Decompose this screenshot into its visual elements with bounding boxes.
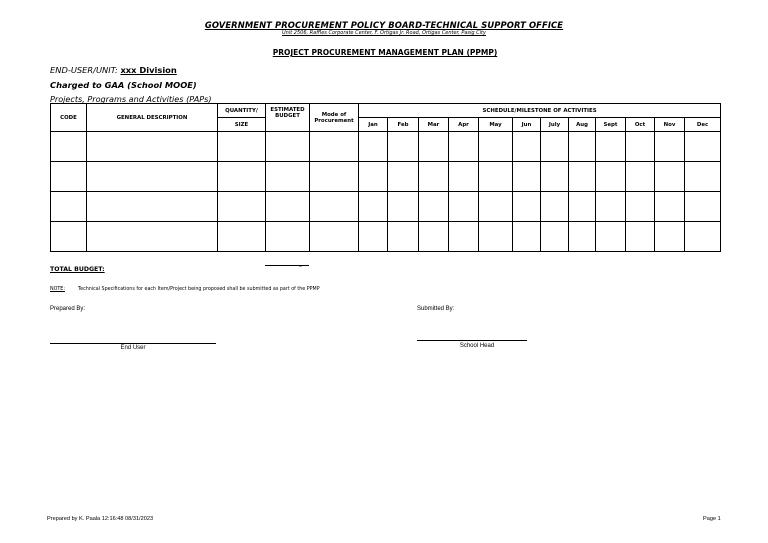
table-cell[interactable] bbox=[596, 132, 626, 162]
table-cell[interactable] bbox=[359, 222, 388, 252]
month-oct: Oct bbox=[626, 118, 655, 132]
table-cell[interactable] bbox=[541, 222, 569, 252]
code-header: CODE bbox=[51, 104, 87, 132]
table-cell[interactable] bbox=[685, 132, 721, 162]
table-cell[interactable] bbox=[541, 132, 569, 162]
table-cell[interactable] bbox=[449, 192, 479, 222]
charged-to: Charged to GAA (School MOOE) bbox=[50, 80, 197, 90]
table-cell[interactable] bbox=[655, 222, 685, 252]
table-cell[interactable] bbox=[449, 162, 479, 192]
table-cell[interactable] bbox=[626, 162, 655, 192]
ppmp-title: PROJECT PROCUREMENT MANAGEMENT PLAN (PPMP) bbox=[272, 48, 498, 57]
table-cell[interactable] bbox=[513, 222, 541, 252]
table-cell[interactable] bbox=[626, 192, 655, 222]
table-cell[interactable] bbox=[266, 162, 310, 192]
table-cell[interactable] bbox=[449, 222, 479, 252]
estimated-budget-header bbox=[266, 104, 310, 132]
mode-of-procurement-header bbox=[310, 104, 359, 132]
end-user-unit bbox=[50, 65, 177, 75]
table-cell[interactable] bbox=[479, 222, 513, 252]
table-cell[interactable] bbox=[51, 222, 87, 252]
table-cell[interactable] bbox=[655, 132, 685, 162]
table-cell[interactable] bbox=[596, 192, 626, 222]
table-cell[interactable] bbox=[419, 222, 449, 252]
quantity-header: QUANTITY/ bbox=[218, 104, 266, 118]
table-cell[interactable] bbox=[685, 222, 721, 252]
table-cell[interactable] bbox=[513, 162, 541, 192]
page-number: Page 1 bbox=[703, 516, 721, 522]
submitted-by-label: Submitted By: bbox=[417, 306, 455, 312]
table-row bbox=[51, 222, 721, 252]
table-cell[interactable] bbox=[419, 132, 449, 162]
table-cell[interactable] bbox=[359, 132, 388, 162]
end-user-label: END-USER/UNIT: bbox=[50, 65, 121, 75]
month-apr: Apr bbox=[449, 118, 479, 132]
table-cell[interactable] bbox=[569, 162, 596, 192]
total-budget-underline bbox=[265, 265, 309, 266]
table-cell[interactable] bbox=[541, 162, 569, 192]
prepared-by-label: Prepared By: bbox=[50, 306, 86, 312]
schedule-header: SCHEDULE/MILESTONE OF ACTIVITIES bbox=[359, 104, 721, 118]
table-cell[interactable] bbox=[87, 192, 218, 222]
mode-of-label: Mode of bbox=[321, 111, 347, 118]
ppmp-table bbox=[50, 103, 721, 252]
table-cell[interactable] bbox=[310, 132, 359, 162]
table-cell[interactable] bbox=[266, 132, 310, 162]
month-mar: Mar bbox=[419, 118, 449, 132]
agency-address: Unit 2506, Raffles Corporate Center, F. Ortigas Jr. Road, Ortigas Center, Pasig City bbox=[282, 30, 486, 36]
table-cell[interactable] bbox=[655, 192, 685, 222]
table-row bbox=[51, 192, 721, 222]
table-cell[interactable] bbox=[685, 162, 721, 192]
month-feb: Feb bbox=[388, 118, 419, 132]
note-text: Technical Specifications for each Item/Project being proposed shall be submitted as part of the PPMP bbox=[78, 287, 320, 292]
table-cell[interactable] bbox=[310, 192, 359, 222]
month-jun: Jun bbox=[513, 118, 541, 132]
estimated-label: ESTIMATED bbox=[270, 107, 305, 113]
table-cell[interactable] bbox=[626, 132, 655, 162]
table-row bbox=[51, 162, 721, 192]
table-row bbox=[51, 132, 721, 162]
total-budget-value: - bbox=[299, 262, 302, 270]
table-cell[interactable] bbox=[87, 222, 218, 252]
note-label: NOTE: bbox=[50, 287, 65, 292]
table-cell[interactable] bbox=[596, 162, 626, 192]
table-cell[interactable] bbox=[479, 132, 513, 162]
table-cell[interactable] bbox=[541, 192, 569, 222]
month-jan: Jan bbox=[359, 118, 388, 132]
end-user-signature-line bbox=[50, 343, 216, 344]
table-cell[interactable] bbox=[479, 192, 513, 222]
table-cell[interactable] bbox=[87, 162, 218, 192]
table-cell[interactable] bbox=[479, 162, 513, 192]
table-cell[interactable] bbox=[388, 162, 419, 192]
size-header: SIZE bbox=[218, 118, 266, 132]
table-cell[interactable] bbox=[310, 162, 359, 192]
month-dec: Dec bbox=[685, 118, 721, 132]
month-aug: Aug bbox=[569, 118, 596, 132]
table-cell[interactable] bbox=[513, 192, 541, 222]
end-user-label: End User bbox=[120, 345, 146, 351]
end-user-value: xxx Division bbox=[120, 65, 177, 75]
month-nov: Nov bbox=[655, 118, 685, 132]
table-cell[interactable] bbox=[419, 162, 449, 192]
table-cell[interactable] bbox=[218, 132, 266, 162]
school-head-signature-line bbox=[417, 340, 527, 341]
table-cell[interactable] bbox=[596, 222, 626, 252]
prepared-by-footer: Prepared by K. Paala 12:16:48 08/31/2023 bbox=[47, 516, 154, 522]
procurement-label: Procurement bbox=[314, 117, 354, 124]
table-cell[interactable] bbox=[513, 132, 541, 162]
table-cell[interactable] bbox=[359, 162, 388, 192]
budget-label: BUDGET bbox=[275, 113, 300, 119]
table-cell[interactable] bbox=[685, 192, 721, 222]
table-cell[interactable] bbox=[419, 192, 449, 222]
table-cell[interactable] bbox=[569, 132, 596, 162]
month-sep: Sept bbox=[596, 118, 626, 132]
table-cell[interactable] bbox=[51, 192, 87, 222]
paps-label: Projects, Programs and Activities (PAPs) bbox=[50, 94, 212, 104]
table-cell[interactable] bbox=[388, 132, 419, 162]
table-cell[interactable] bbox=[266, 222, 310, 252]
table-cell[interactable] bbox=[266, 192, 310, 222]
total-budget-label: TOTAL BUDGET: bbox=[50, 266, 105, 273]
general-description-header: GENERAL DESCRIPTION bbox=[87, 104, 218, 132]
table-cell[interactable] bbox=[218, 162, 266, 192]
table-cell[interactable] bbox=[87, 132, 218, 162]
table-header-row-1 bbox=[51, 104, 721, 118]
school-head-label: School Head bbox=[459, 343, 495, 349]
month-may: May bbox=[479, 118, 513, 132]
table-cell[interactable] bbox=[310, 222, 359, 252]
table-cell[interactable] bbox=[626, 222, 655, 252]
table-cell[interactable] bbox=[449, 132, 479, 162]
table-cell[interactable] bbox=[388, 192, 419, 222]
table-cell[interactable] bbox=[655, 162, 685, 192]
table-cell[interactable] bbox=[388, 222, 419, 252]
month-jul: July bbox=[541, 118, 569, 132]
table-cell[interactable] bbox=[569, 192, 596, 222]
table-cell[interactable] bbox=[218, 192, 266, 222]
table-cell[interactable] bbox=[51, 132, 87, 162]
table-cell[interactable] bbox=[218, 222, 266, 252]
agency-title: GOVERNMENT PROCUREMENT POLICY BOARD-TECHNICAL SUPPORT OFFICE bbox=[204, 20, 564, 30]
table-cell[interactable] bbox=[569, 222, 596, 252]
table-cell[interactable] bbox=[359, 192, 388, 222]
table-cell[interactable] bbox=[51, 162, 87, 192]
